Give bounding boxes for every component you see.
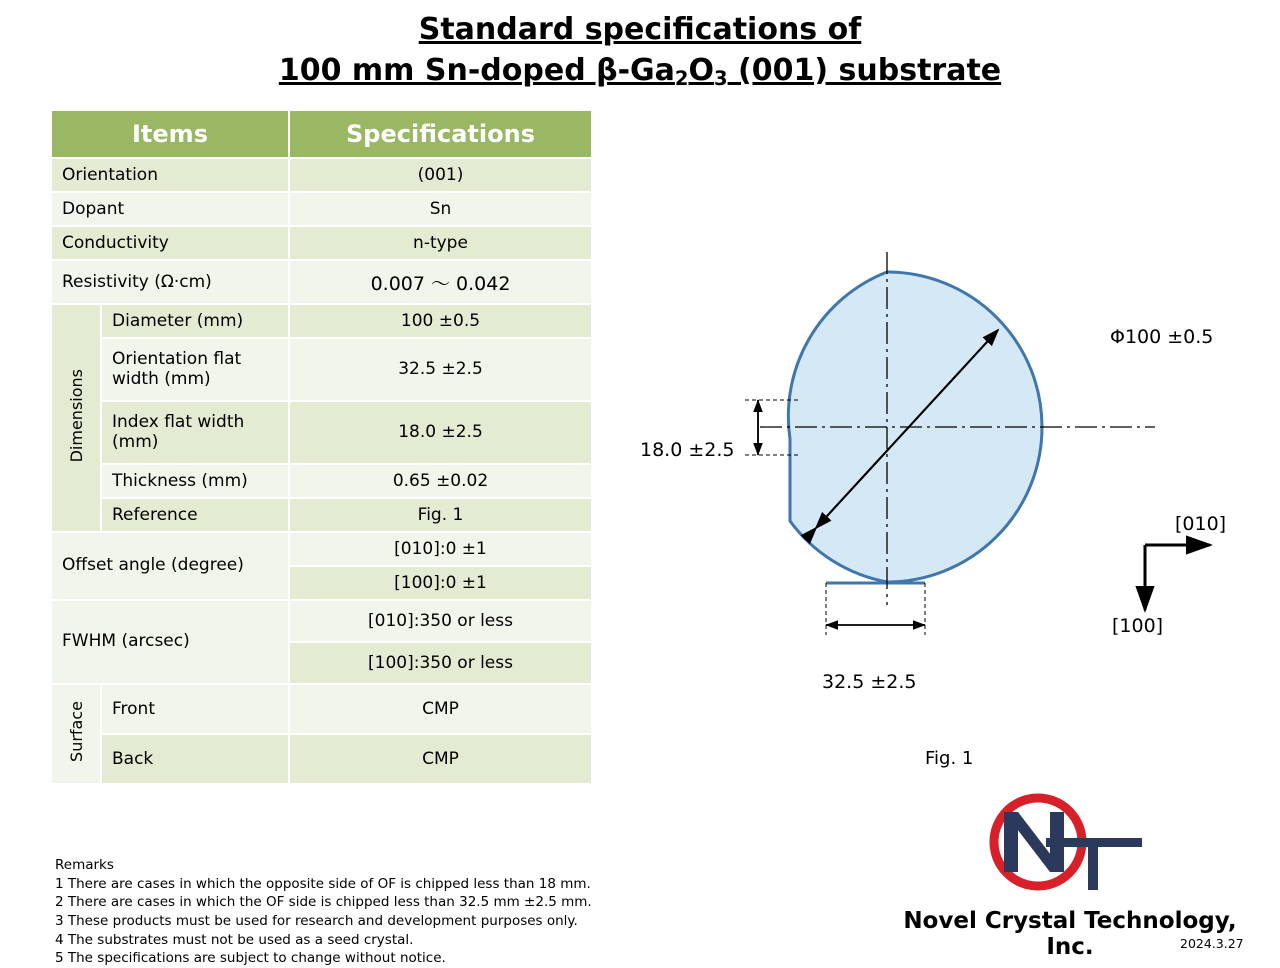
label-axis-100: [100] bbox=[1112, 615, 1164, 637]
row-value-thickness: 0.65 ±0.02 bbox=[289, 464, 592, 498]
label-index-flat: 18.0 ±2.5 bbox=[640, 439, 735, 461]
document-date: 2024.3.27 bbox=[1180, 936, 1244, 951]
row-label-surface-back: Back bbox=[101, 734, 289, 784]
table-row bbox=[51, 338, 592, 401]
table-row bbox=[51, 684, 592, 734]
wafer-figure bbox=[640, 240, 1280, 800]
row-value-conductivity: n-type bbox=[289, 226, 592, 260]
table-row bbox=[51, 192, 592, 226]
remarks-heading: Remarks bbox=[55, 857, 114, 873]
row-value-offset-angle-100: [100]:0 ±1 bbox=[289, 566, 592, 600]
title-line-2: 100 mm Sn-doped $\beta-Ga_2O_3$ (001) substrate bbox=[278, 52, 1002, 90]
company-logo bbox=[960, 790, 1260, 900]
table-row bbox=[51, 401, 592, 464]
row-label-resistivity: Resistivity (Ω·cm) bbox=[51, 260, 289, 304]
row-label-dopant: Dopant bbox=[51, 192, 289, 226]
label-axis-010: [010] bbox=[1175, 513, 1227, 535]
table-row bbox=[51, 260, 592, 304]
row-value-fwhm-010: [010]:350 or less bbox=[289, 600, 592, 642]
logo-t-stem bbox=[1088, 838, 1098, 890]
table-row bbox=[51, 600, 592, 642]
label-orientation-flat: 32.5 ±2.5 bbox=[822, 671, 917, 693]
logo-mark bbox=[960, 790, 1260, 900]
remark-item: 2 There are cases in which the OF side is chipped less than 32.5 mm ±2.5 mm. bbox=[55, 894, 592, 911]
remark-item: 5 The specifications are subject to change without notice. bbox=[55, 950, 446, 967]
row-value-index-flat-width: 18.0 ±2.5 bbox=[289, 401, 592, 464]
table-row bbox=[51, 734, 592, 784]
table-row bbox=[51, 158, 592, 192]
table-row bbox=[51, 304, 592, 338]
row-value-surface-back: CMP bbox=[289, 734, 592, 784]
table-row bbox=[51, 498, 592, 532]
remark-item: 4 The substrates must not be used as a seed crystal. bbox=[55, 931, 414, 948]
column-header-specifications: Specifications bbox=[289, 110, 592, 158]
row-label-offset-angle: Offset angle (degree) bbox=[51, 532, 289, 600]
row-label-fwhm: FWHM (arcsec) bbox=[51, 600, 289, 684]
row-value-orientation: (001) bbox=[289, 158, 592, 192]
row-value-diameter: 100 ±0.5 bbox=[289, 304, 592, 338]
row-value-resistivity: 0.007 ～ 0.042 bbox=[289, 260, 592, 304]
group-label-surface: Surface bbox=[51, 684, 101, 784]
row-value-surface-front: CMP bbox=[289, 684, 592, 734]
table-row bbox=[51, 464, 592, 498]
title-line-1: Standard specifications of bbox=[418, 12, 862, 47]
row-label-orientation-flat-width: Orientation flat width (mm) bbox=[101, 338, 289, 401]
row-value-dopant: Sn bbox=[289, 192, 592, 226]
row-value-reference: Fig. 1 bbox=[289, 498, 592, 532]
remark-item: 1 There are cases in which the opposite side of OF is chipped less than 18 mm. bbox=[55, 875, 591, 892]
row-value-fwhm-100: [100]:350 or less bbox=[289, 642, 592, 684]
page-title bbox=[0, 10, 1280, 91]
label-diameter: Φ100 ±0.5 bbox=[1110, 326, 1214, 348]
remark-item: 3 These products must be used for research and development purposes only. bbox=[55, 912, 578, 929]
table-row bbox=[51, 226, 592, 260]
row-label-orientation: Orientation bbox=[51, 158, 289, 192]
company-name: Novel Crystal Technology, Inc. bbox=[903, 908, 1237, 960]
figure-caption: Fig. 1 bbox=[925, 748, 974, 769]
group-label-dimensions: Dimensions bbox=[51, 304, 101, 532]
remarks-block bbox=[55, 856, 675, 968]
row-label-conductivity: Conductivity bbox=[51, 226, 289, 260]
column-header-items: Items bbox=[51, 110, 289, 158]
row-label-index-flat-width: Index flat width (mm) bbox=[101, 401, 289, 464]
table-header-row bbox=[51, 110, 592, 158]
row-label-diameter: Diameter (mm) bbox=[101, 304, 289, 338]
specifications-table bbox=[50, 109, 593, 785]
wafer-diagram bbox=[640, 240, 1280, 740]
row-label-thickness: Thickness (mm) bbox=[101, 464, 289, 498]
row-label-reference: Reference bbox=[101, 498, 289, 532]
table-row bbox=[51, 532, 592, 566]
row-label-surface-front: Front bbox=[101, 684, 289, 734]
row-value-orientation-flat-width: 32.5 ±2.5 bbox=[289, 338, 592, 401]
row-value-offset-angle-010: [010]:0 ±1 bbox=[289, 532, 592, 566]
